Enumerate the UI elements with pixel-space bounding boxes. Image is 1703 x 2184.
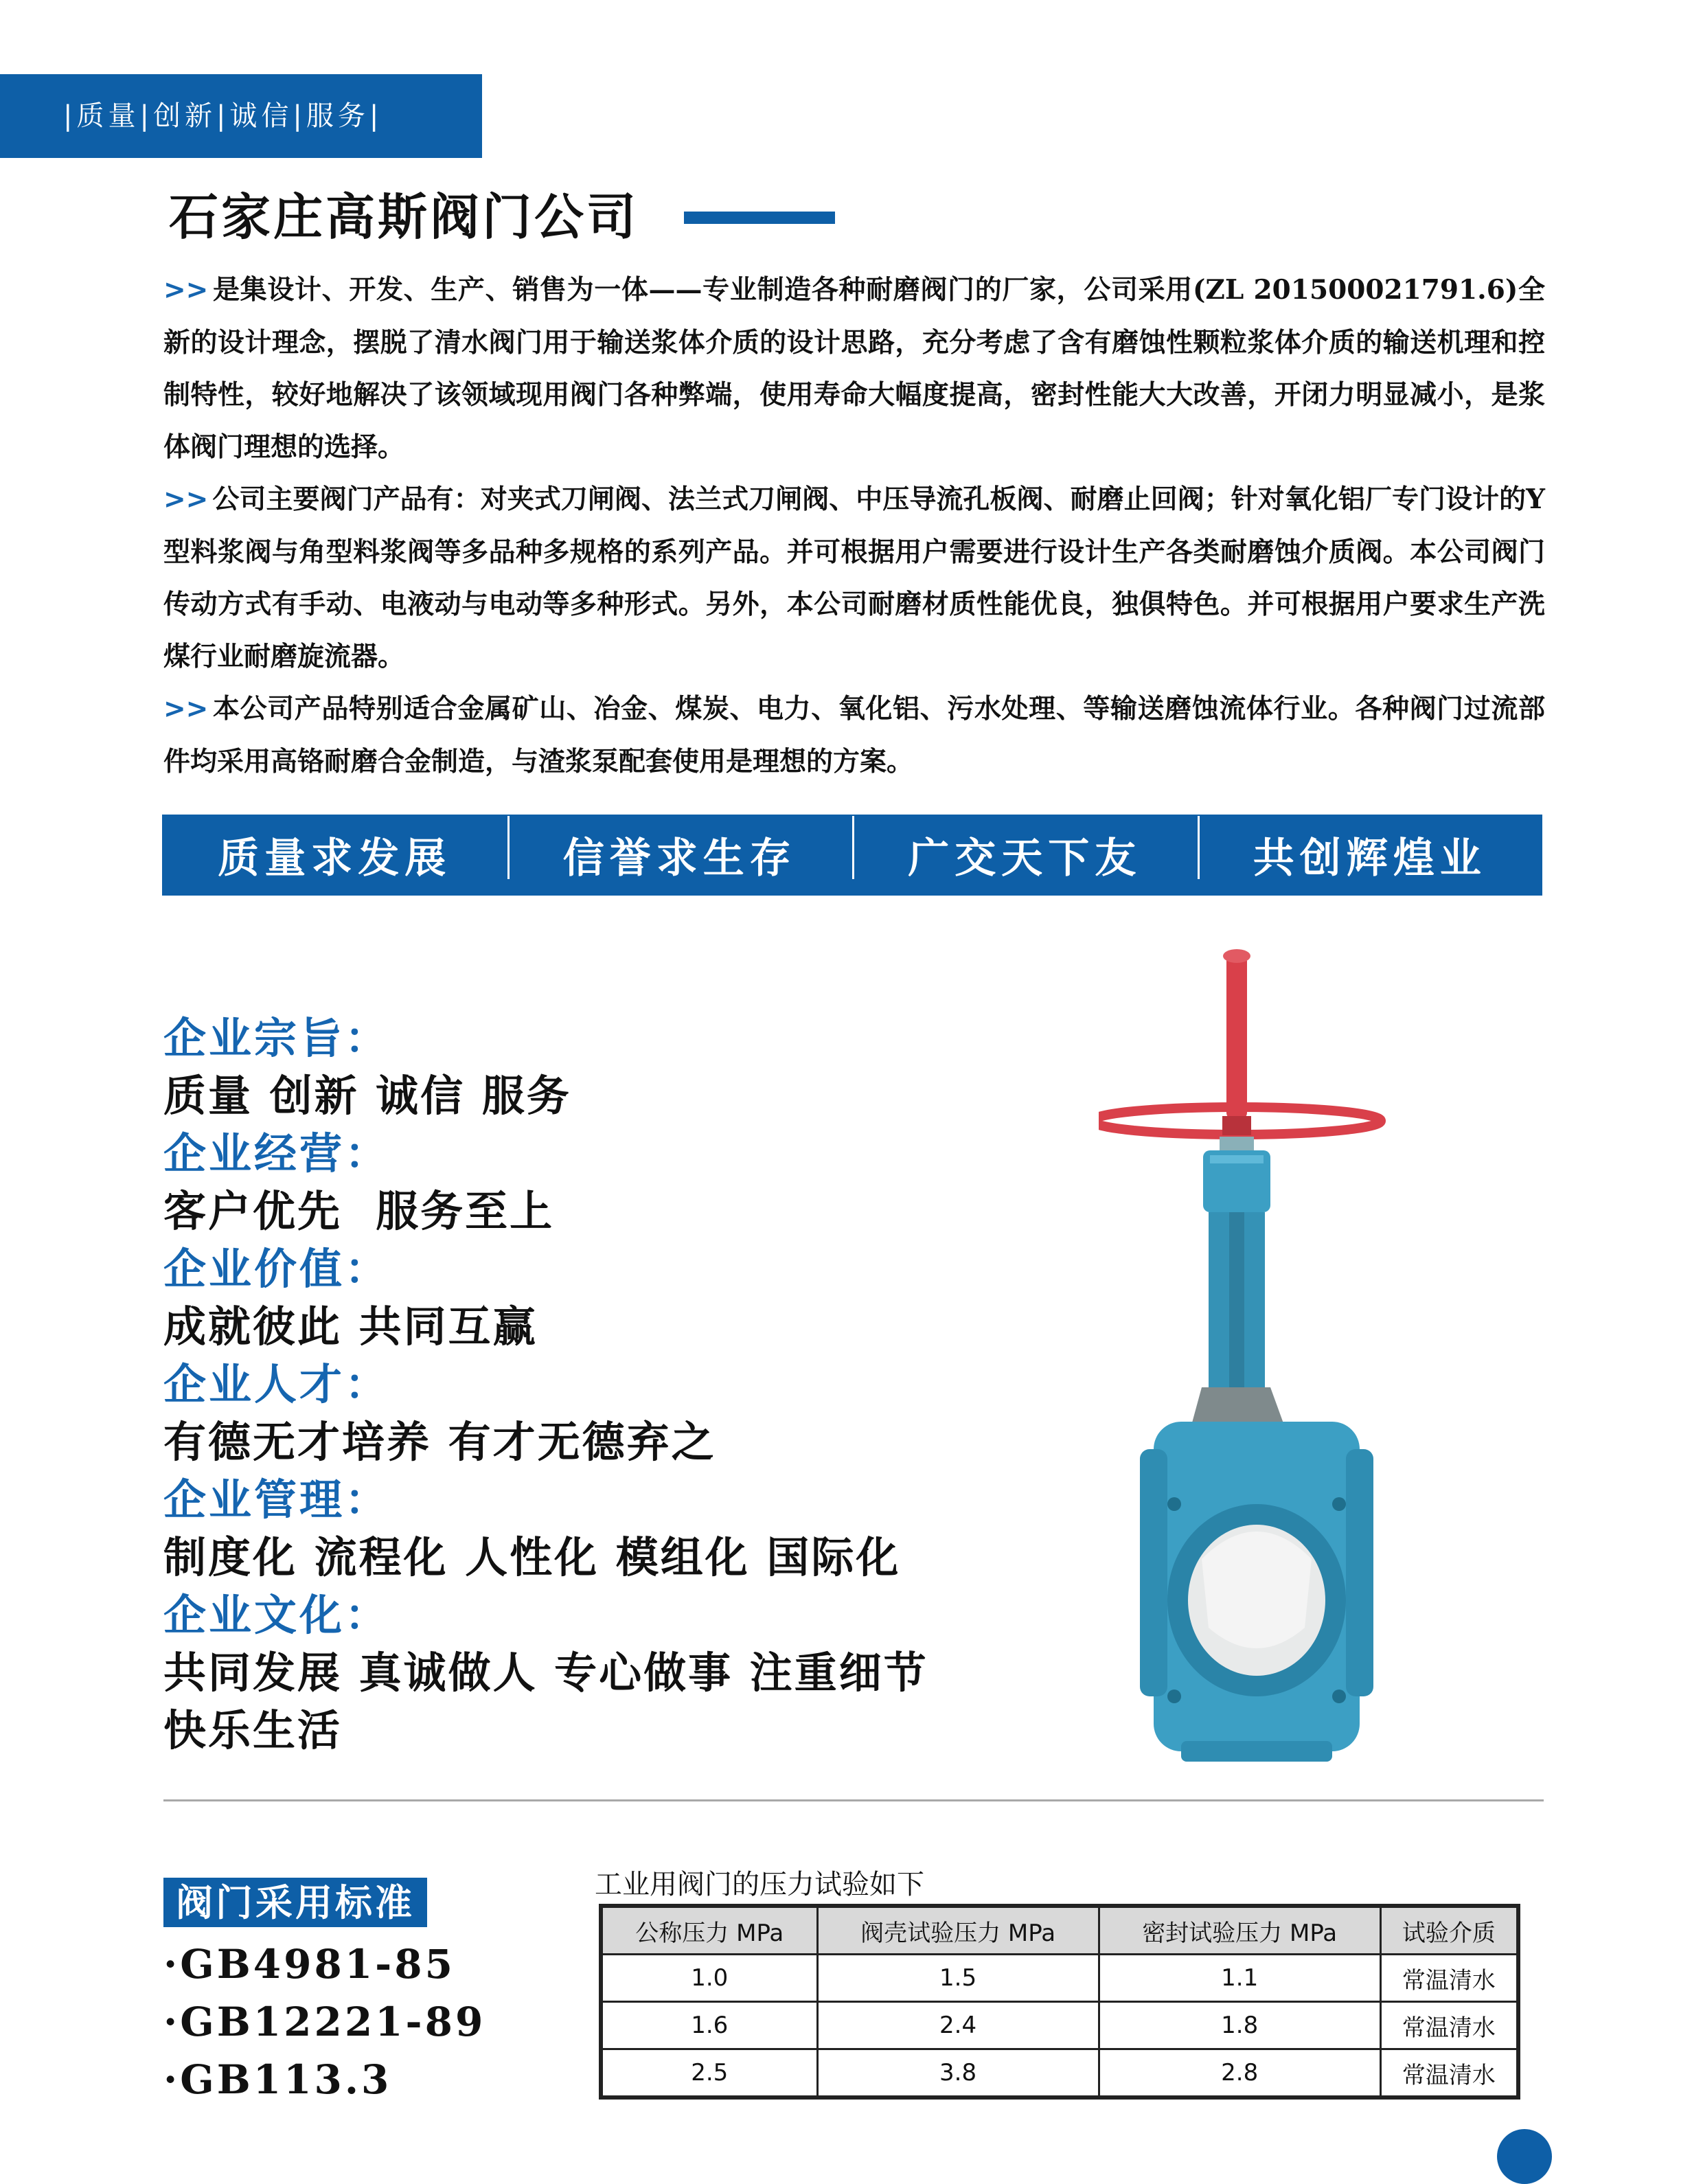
value-heading: 企业宗旨： [163,1013,391,1063]
arrow-marker: >> [163,694,209,725]
company-title: 石家庄高斯阀门公司 [169,187,639,246]
table-cell: 1.0 [601,1955,817,2002]
banner-text: |质量|创新|诚信|服务| [63,100,383,132]
slogan-item: 质量求发展 [218,834,452,883]
standard-item: ·GB113.3 [163,2056,392,2103]
top-banner [0,74,482,158]
table-cell: 常温清水 [1380,2002,1518,2049]
intro-paragraph-1: >> 是集设计、开发、生产、销售为一体——专业制造各种耐磨阀门的厂家，公司采用(ZL 201500021791.6)全新的设计理念，摆脱了清水阀门用于输送浆体介质的设计思路，充分考虑了含有磨蚀性颗粒浆体介质的输送机理和控制特性，较好地解决了该领域现用阀门各种弊端，使用寿命大幅度提高，密封性能大大改善，开闭力明显减小，是浆体阀门理想的选择。 [163,274,1545,463]
table-header-row [601,1906,1518,1955]
value-text: 有德无才培养 有才无德弃之 [163,1417,716,1467]
standards-list [163,1935,485,2108]
arrow-marker: >> [163,275,209,306]
table-cell: 1.6 [601,2002,817,2049]
table-cell: 1.5 [817,1955,1099,2002]
value-heading: 企业管理： [163,1475,391,1525]
value-text: 质量 创新 诚信 服务 [163,1071,571,1121]
table-cell: 1.1 [1099,1955,1380,2002]
pressure-test-table [599,1904,1520,2100]
slogan-bar [162,815,1542,896]
value-text: 成就彼此 共同互赢 [163,1301,538,1352]
standard-item: ·GB4981-85 [163,1941,455,1988]
value-text: 共同发展 真诚做人 专心做事 注重细节 [163,1648,928,1698]
table-row [601,1955,1518,2002]
column-header: 试验介质 [1380,1906,1518,1955]
arrow-marker: >> [163,484,209,515]
column-header: 密封试验压力 MPa [1099,1906,1380,1955]
intro-section [163,264,1545,788]
value-heading: 企业人才： [163,1359,391,1409]
column-header: 公称压力 MPa [601,1906,817,1955]
slogan-item: 共创辉煌业 [1198,826,1543,885]
table-caption: 工业用阀门的压力试验如下 [595,1869,924,1900]
divider-line [163,1799,1544,1801]
slogan-item: 信誉求生存 [507,826,853,885]
value-heading: 企业经营： [163,1128,391,1179]
intro-paragraph-2: >> 公司主要阀门产品有：对夹式刀闸阀、法兰式刀闸阀、中压导流孔板阀、耐磨止回阀；针对氧化铝厂专门设计的Y型料浆阀与角型料浆阀等多品种多规格的系列产品。并可根据用户需要进行设计生产各类耐磨蚀介质阀。本公司阀门传动方式有手动、电液动与电动等多种形式。另外，本公司耐磨材质性能优良，独俱特色。并可根据用户要求生产洗煤行业耐磨旋流器。 [163,484,1545,672]
title-underline-bar [684,212,835,224]
table-row [601,2002,1518,2049]
table-cell: 1.8 [1099,2002,1380,2049]
slogan-item: 广交天下友 [852,826,1198,885]
value-heading: 企业价值： [163,1244,391,1294]
table-cell: 2.4 [817,2002,1099,2049]
table-cell: 3.8 [817,2049,1099,2098]
valve-icon [1099,941,1415,1779]
value-text: 快乐生活 [163,1705,343,1755]
table-cell: 常温清水 [1380,1955,1518,2002]
standards-heading: 阀门采用标准 [163,1878,427,1927]
table-cell: 2.5 [601,2049,817,2098]
column-header: 阀壳试验压力 MPa [817,1906,1099,1955]
table-row [601,2049,1518,2098]
intro-paragraph-3: >> 本公司产品特别适合金属矿山、冶金、煤炭、电力、氧化铝、污水处理、等输送磨蚀流体行业。各种阀门过流部件均采用高铬耐磨合金制造，与渣浆泵配套使用是理想的方案。 [163,693,1545,777]
value-heading: 企业文化： [163,1590,391,1640]
table-cell: 常温清水 [1380,2049,1518,2098]
table-cell: 2.8 [1099,2049,1380,2098]
value-text: 客户优先 服务至上 [163,1186,555,1236]
page-corner-decoration [1497,2129,1552,2184]
enterprise-values [163,1010,987,1760]
standard-item: ·GB12221-89 [163,1999,486,2045]
value-text: 制度化 流程化 人性化 模组化 国际化 [163,1532,901,1582]
